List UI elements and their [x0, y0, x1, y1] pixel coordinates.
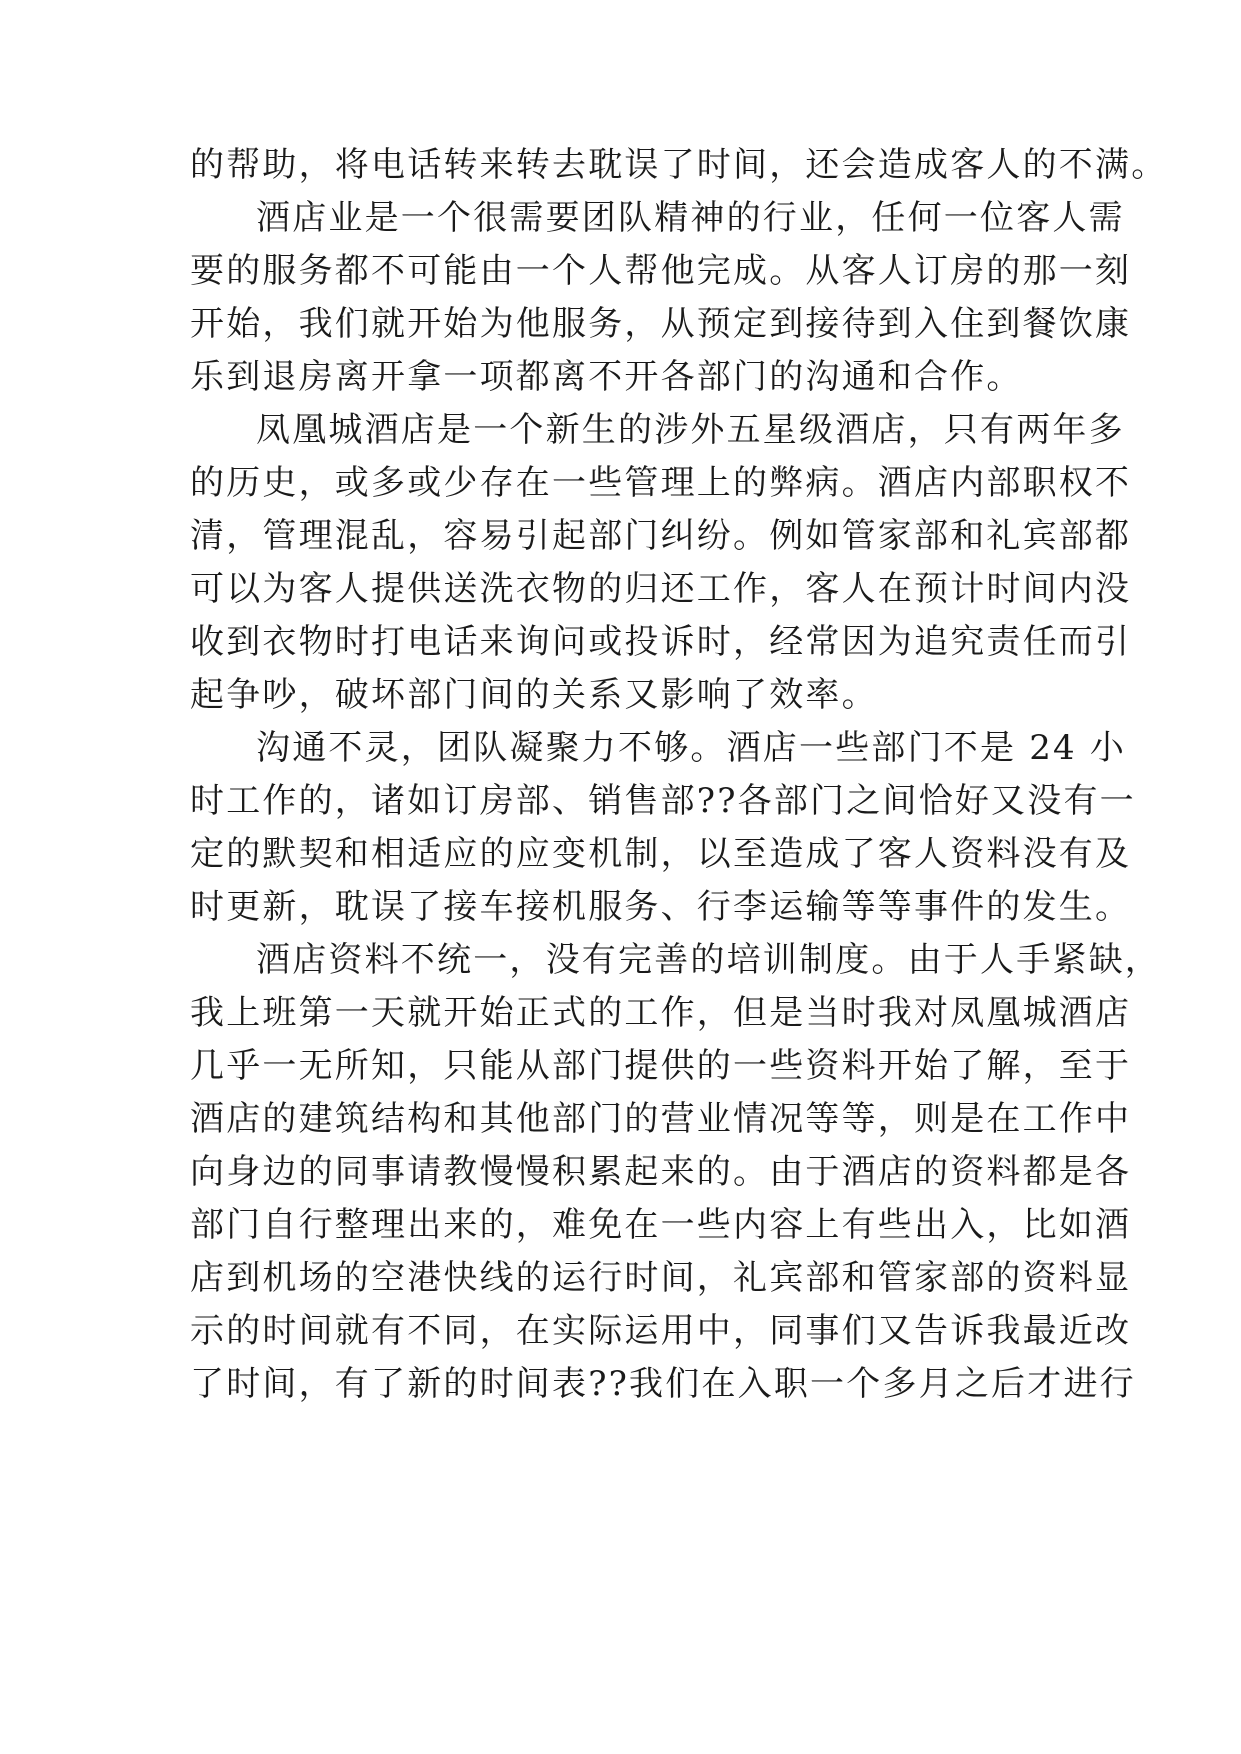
text-line: 时更新，耽误了接车接机服务、行李运输等等事件的发生。	[190, 887, 1132, 927]
paragraph-first-line: 酒店业是一个很需要团队精神的行业，任何一位客人需	[256, 198, 1125, 238]
text-line: 向身边的同事请教慢慢积累起来的。由于酒店的资料都是各	[190, 1152, 1132, 1192]
text-line: 酒店的建筑结构和其他部门的营业情况等等，则是在工作中	[190, 1099, 1132, 1139]
text-line: 定的默契和相适应的应变机制，以至造成了客人资料没有及	[190, 834, 1132, 874]
text-line: 开始，我们就开始为他服务，从预定到接待到入住到餐饮康	[190, 304, 1132, 344]
text-line: 店到机场的空港快线的运行时间，礼宾部和管家部的资料显	[190, 1258, 1132, 1298]
text-line: 时工作的，诸如订房部、销售部??各部门之间恰好又没有一	[190, 781, 1136, 821]
text-line: 可以为客人提供送洗衣物的归还工作，客人在预计时间内没	[190, 569, 1132, 609]
paragraph-first-line: 沟通不灵，团队凝聚力不够。酒店一些部门不是 24 小	[256, 728, 1127, 768]
text-line: 我上班第一天就开始正式的工作，但是当时我对凤凰城酒店	[190, 993, 1132, 1033]
text-line: 要的服务都不可能由一个人帮他完成。从客人订房的那一刻	[190, 251, 1132, 291]
text-line: 部门自行整理出来的，难免在一些内容上有些出入，比如酒	[190, 1205, 1132, 1245]
paragraph-first-line: 凤凰城酒店是一个新生的涉外五星级酒店，只有两年多	[256, 410, 1125, 450]
text-line: 几乎一无所知，只能从部门提供的一些资料开始了解，至于	[190, 1046, 1132, 1086]
text-line: 清，管理混乱，容易引起部门纠纷。例如管家部和礼宾部都	[190, 516, 1132, 556]
text-line: 乐到退房离开拿一项都离不开各部门的沟通和合作。	[190, 357, 1023, 397]
paragraph-first-line: 酒店资料不统一，没有完善的培训制度。由于人手紧缺，	[256, 940, 1161, 980]
text-line: 了时间，有了新的时间表??我们在入职一个多月之后才进行	[190, 1364, 1136, 1404]
text-line: 的帮助，将电话转来转去耽误了时间，还会造成客人的不满。	[190, 145, 1168, 185]
text-line: 示的时间就有不同，在实际运用中，同事们又告诉我最近改	[190, 1311, 1132, 1351]
text-line: 起争吵，破坏部门间的关系又影响了效率。	[190, 675, 878, 715]
text-line: 收到衣物时打电话来询问或投诉时，经常因为追究责任而引	[190, 622, 1132, 662]
text-line: 的历史，或多或少存在一些管理上的弊病。酒店内部职权不	[190, 463, 1132, 503]
